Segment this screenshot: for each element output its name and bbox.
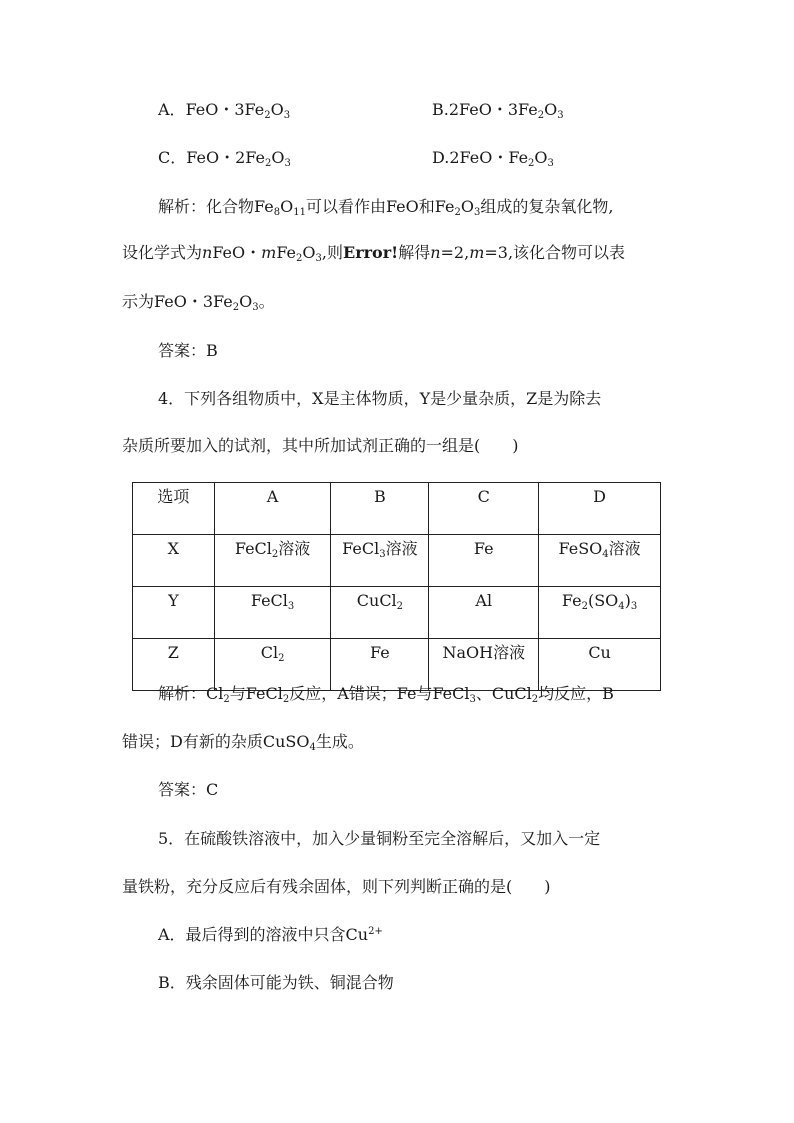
table-cell: $Fe_2(SO_4)_3$ bbox=[539, 587, 661, 639]
table-cell: FeCl$_3$ bbox=[214, 587, 331, 639]
table-cell: $Cl_2$ bbox=[214, 639, 331, 691]
q4-analysis-line-1: 解析：$Cl_2$与FeCl$_2$反应，A错误；Fe与FeCl$_3$、CuCl$_2$均反应，B bbox=[158, 684, 614, 705]
option-d: D.2FeO・$Fe_2O_3$ bbox=[432, 148, 554, 169]
table-cell: Fe bbox=[429, 535, 539, 587]
header-cell: C bbox=[429, 483, 539, 535]
row-label: Y bbox=[133, 587, 215, 639]
table-header-row bbox=[133, 483, 661, 535]
table-cell: Fe bbox=[331, 639, 429, 691]
row-label: Z bbox=[133, 639, 215, 691]
q3-analysis-line-2: 设化学式为nFeO・$mFe_2O_3$,则Error!解得n=2,m=3,该化合物可以表 bbox=[122, 243, 626, 264]
row-label: X bbox=[133, 535, 215, 587]
header-cell: A bbox=[214, 483, 331, 535]
option-a: A．FeO・$3Fe_2O_3$ bbox=[158, 100, 291, 121]
q4-stem-line-2: 杂质所要加入的试剂，其中所加试剂正确的一组是( ) bbox=[122, 436, 519, 455]
table-cell: Al bbox=[429, 587, 539, 639]
q3-analysis-line-1: 解析：化合物$Fe_8O_{11}$可以看作由FeO和$Fe_2O_3$组成的复杂氧化物, bbox=[158, 197, 614, 218]
q4-answer: 答案：C bbox=[158, 780, 219, 799]
table-row-z bbox=[133, 639, 661, 691]
q4-analysis-line-2: 错误；D有新的杂质CuSO$_4$生成。 bbox=[122, 732, 364, 753]
q5-stem-line-2: 量铁粉，充分反应后有残余固体，则下列判断正确的是( ) bbox=[122, 877, 551, 896]
q5-stem-line-1: 5．在硫酸铁溶液中，加入少量铜粉至完全溶解后，又加入一定 bbox=[158, 829, 601, 848]
q3-analysis-line-3: 示为FeO・$3Fe_2O_3$。 bbox=[122, 292, 275, 313]
table-cell: FeCl$_3$溶液 bbox=[331, 535, 429, 587]
table-row-y bbox=[133, 587, 661, 639]
option-b: B.2FeO・$3Fe_2O_3$ bbox=[432, 100, 564, 121]
error-field-text: Error! bbox=[343, 243, 399, 262]
q4-stem-line-1: 4．下列各组物质中，X是主体物质，Y是少量杂质，Z是为除去 bbox=[158, 389, 602, 408]
option-c: C．FeO・$2Fe_2O_3$ bbox=[158, 148, 291, 169]
table-row-x bbox=[133, 535, 661, 587]
q3-answer: 答案：B bbox=[158, 341, 218, 360]
table-cell: FeSO$_4$溶液 bbox=[539, 535, 661, 587]
header-cell: B bbox=[331, 483, 429, 535]
q5-option-b: B．残余固体可能为铁、铜混合物 bbox=[158, 973, 394, 992]
table-cell: Cu bbox=[539, 639, 661, 691]
q5-option-a: A．最后得到的溶液中只含$Cu^{2+}$ bbox=[158, 925, 383, 944]
header-cell: D bbox=[539, 483, 661, 535]
options-table bbox=[132, 482, 661, 691]
table-cell: CuCl$_2$ bbox=[331, 587, 429, 639]
header-cell: 选项 bbox=[133, 483, 215, 535]
table-cell: NaOH溶液 bbox=[429, 639, 539, 691]
table-cell: FeCl$_2$溶液 bbox=[214, 535, 331, 587]
